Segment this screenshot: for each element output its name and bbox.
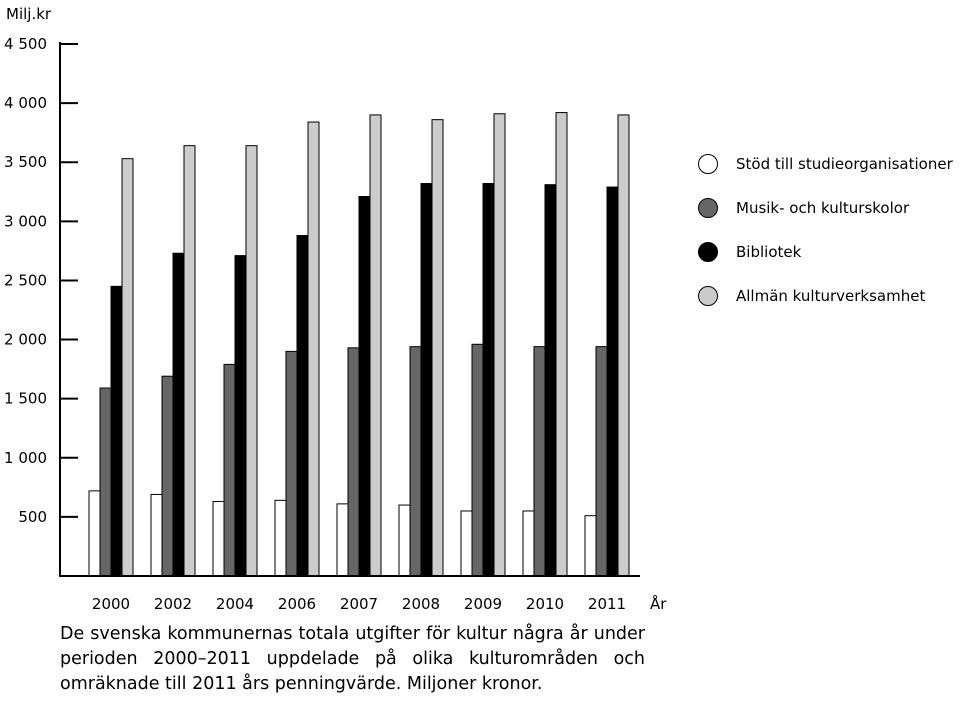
bar [100,388,111,576]
bar [523,511,534,576]
bar [472,344,483,576]
legend-label: Bibliotek [736,243,802,261]
bar [596,347,607,576]
x-tick-label: 2007 [339,595,379,613]
y-tick-label: 3 500 [4,153,47,172]
y-tick-label: 1 500 [4,389,47,408]
x-tick-label: 2004 [215,595,255,613]
legend-swatch [698,242,718,262]
y-tick-label: 500 [18,507,47,526]
bar [162,376,173,576]
x-tick-label: 2008 [401,595,441,613]
bar [370,115,381,576]
x-tick-label: 2011 [587,595,627,613]
legend-swatch [698,154,718,174]
y-tick-label: 4 000 [4,94,47,113]
legend-item [698,274,964,318]
bar [184,146,195,576]
bar [89,491,100,576]
bar [348,348,359,576]
y-axis [4,35,78,576]
y-tick-label: 1 000 [4,448,47,467]
y-tick-label: 2 000 [4,330,47,349]
bar [432,120,443,576]
bar [235,256,246,576]
x-tick-label: 2000 [91,595,131,613]
bar [399,505,410,576]
bar [421,184,432,576]
bar [618,115,629,576]
bar [246,146,257,576]
x-tick-label: 2009 [463,595,503,613]
legend-label: Musik- och kulturskolor [736,199,910,217]
x-axis [59,576,640,613]
bar [151,494,162,576]
bars-group [89,113,629,576]
bar [359,197,370,576]
bar [122,159,133,576]
bar [585,516,596,576]
bar [297,236,308,576]
bar [461,511,472,576]
bar [534,347,545,576]
y-axis-label: Milj.kr [6,5,52,23]
bar [308,122,319,576]
bar [483,184,494,576]
y-tick-label: 4 500 [4,35,47,53]
x-axis-label: År [650,595,667,613]
bar [213,502,224,576]
legend-label: Stöd till studieorganisationer [736,155,953,173]
bar [337,504,348,576]
x-tick-label: 2006 [277,595,317,613]
bar [173,253,184,576]
legend [698,142,964,318]
y-tick-label: 3 000 [4,212,47,231]
legend-item [698,186,964,230]
legend-item [698,230,964,274]
x-tick-label: 2010 [525,595,565,613]
bar [607,187,618,576]
bar [275,500,286,576]
bar [224,364,235,576]
x-tick-label: 2002 [153,595,193,613]
figure-caption: De svenska kommunernas totala utgifter för kultur några år under perioden 2000–2011 uppdelade på olika kulturområden och omräknade till 2011 års penningvärde. Miljoner kronor. [60,624,645,694]
legend-label: Allmän kulturverksamhet [736,287,926,305]
y-tick-label: 2 500 [4,271,47,290]
bar [494,114,505,576]
legend-swatch [698,198,718,218]
bar [545,185,556,576]
legend-swatch [698,286,718,306]
bar [556,113,567,576]
bar [111,286,122,576]
bar [410,347,421,576]
bar [286,351,297,576]
legend-item [698,142,964,186]
